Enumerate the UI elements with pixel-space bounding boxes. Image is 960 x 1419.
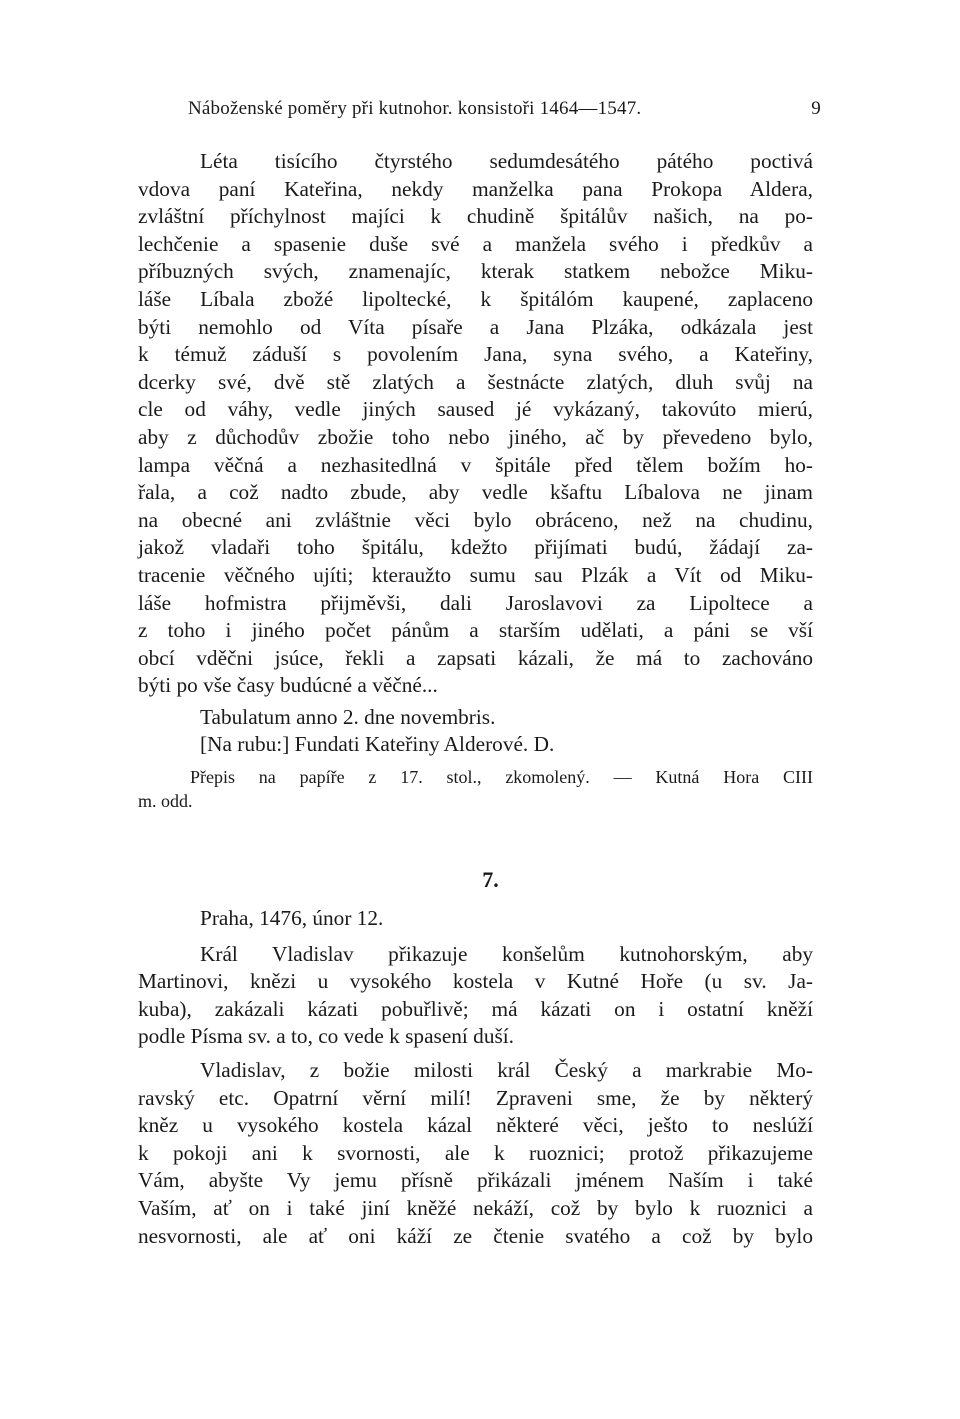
running-head — [138, 98, 821, 132]
text-line: láše hofmistra přijměvši, dali Jaroslavovi za Lipoltece a — [138, 590, 813, 615]
text-line: jakož vladaři toho špitálu, kdežto přijímati budú, žádají za- — [138, 535, 813, 560]
tabulatum-line: Tabulatum anno 2. dne novembris. — [200, 704, 496, 729]
text-line: dcerky své, dvě stě zlatých a šestnácte zlatých, dluh svůj na — [138, 369, 813, 394]
source-note-line: Přepis na papíře z 17. stol., zkomolený. — Kutná Hora CIII — [190, 767, 813, 788]
text-line: ravský etc. Opatrní věrní milí! Zpraveni sme, že by některý — [138, 1085, 813, 1110]
entry-7-body — [138, 1057, 813, 1250]
dorsal-note: [Na rubu:] Fundati Kateřiny Alderové. D. — [200, 732, 555, 757]
text-line: nesvornosti, ale ať oni káží ze čtenie svatého a což by bylo — [138, 1223, 813, 1248]
text-line: zvláštní příchylnost majíci k chudině špitálův našich, na po- — [138, 204, 813, 229]
text-line: obcí vděčni jsúce, řekli a zapsati kázali, že má to zachováno — [138, 645, 813, 670]
source-note — [138, 765, 813, 813]
text-line: láše Líbala zbožé lipoltecké, k špitálóm kaupené, zaplaceno — [138, 286, 813, 311]
summary-line: Král Vladislav přikazuje konšelům kutnohorským, aby — [200, 941, 813, 966]
text-line: lechčenie a spasenie duše své a manžela svého i předkův a — [138, 231, 813, 256]
text-line: Vladislav, z božie milosti král Český a markrabie Mo- — [200, 1058, 813, 1083]
running-title: Náboženské poměry při kutnohor. konsistoři 1464—1547. — [188, 98, 642, 119]
text-line: Léta tisícího čtyrstého sedumdesátého pátého poctivá — [200, 149, 813, 173]
text-line: kněz u vysokého kostela kázal některé věci, ješto to neslúží — [138, 1113, 813, 1138]
document-page — [138, 98, 821, 1250]
place-date: Praha, 1476, únor 12. — [200, 906, 384, 931]
text-line: aby z důchodův zbožie toho nebo jiného, ač by převedeno bylo, — [138, 424, 813, 449]
text-line: tracenie věčného ujíti; kteraužto sumu sau Plzák a Vít od Miku- — [138, 562, 813, 587]
text-line: řala, a což nadto zbude, aby vedle kšaftu Líbalova ne jinam — [138, 480, 813, 505]
text-line: býti po vše časy budúcné a věčné... — [138, 673, 438, 698]
text-line: k témuž záduší s povolením Jana, syna svého, a Kateřiny, — [138, 342, 813, 367]
entry-6-body — [138, 148, 813, 700]
entry-7-summary — [138, 941, 813, 1051]
document-number: 7. — [482, 867, 499, 893]
text-line: lampa věčná a nezhasitedlná v špitále před tělem božím ho- — [138, 452, 813, 477]
text-line: Vám, abyšte Vy jemu přísně přikázali jménem Naším i také — [138, 1168, 813, 1193]
text-line: z toho i jiného počet pánům a starším udělati, a páni se vší — [138, 618, 813, 643]
summary-line: Martinovi, knězi u vysokého kostela v Kutné Hoře (u sv. Ja- — [138, 969, 813, 994]
source-note-line: m. odd. — [138, 791, 193, 812]
text-line: na obecné ani zvláštnie věci bylo obráceno, než na chudinu, — [138, 507, 813, 532]
text-line: býti nemohlo od Víta písaře a Jana Plzáka, odkázala jest — [138, 314, 813, 339]
text-line: Vaším, ať on i také jiní kněžé nekáží, což by bylo k ruoznici a — [138, 1196, 813, 1220]
text-line: k pokoji ani k svornosti, ale k ruoznici; protož přikazujeme — [138, 1140, 813, 1165]
text-line: vdova paní Kateřina, nekdy manželka pana Prokopa Aldera, — [138, 176, 813, 201]
page-number: 9 — [811, 98, 821, 119]
summary-line: kuba), zakázali kázati pobuřlivě; má kázati on i ostatní kněží — [138, 996, 813, 1021]
text-line: příbuzných svých, znamenajíc, kterak statkem nebožce Miku- — [138, 259, 813, 284]
summary-line: podle Písma sv. a to, co vede k spasení duší. — [138, 1024, 514, 1049]
text-line: cle od váhy, vedle jiných saused jé vykázaný, takovúto mierú, — [138, 397, 813, 422]
